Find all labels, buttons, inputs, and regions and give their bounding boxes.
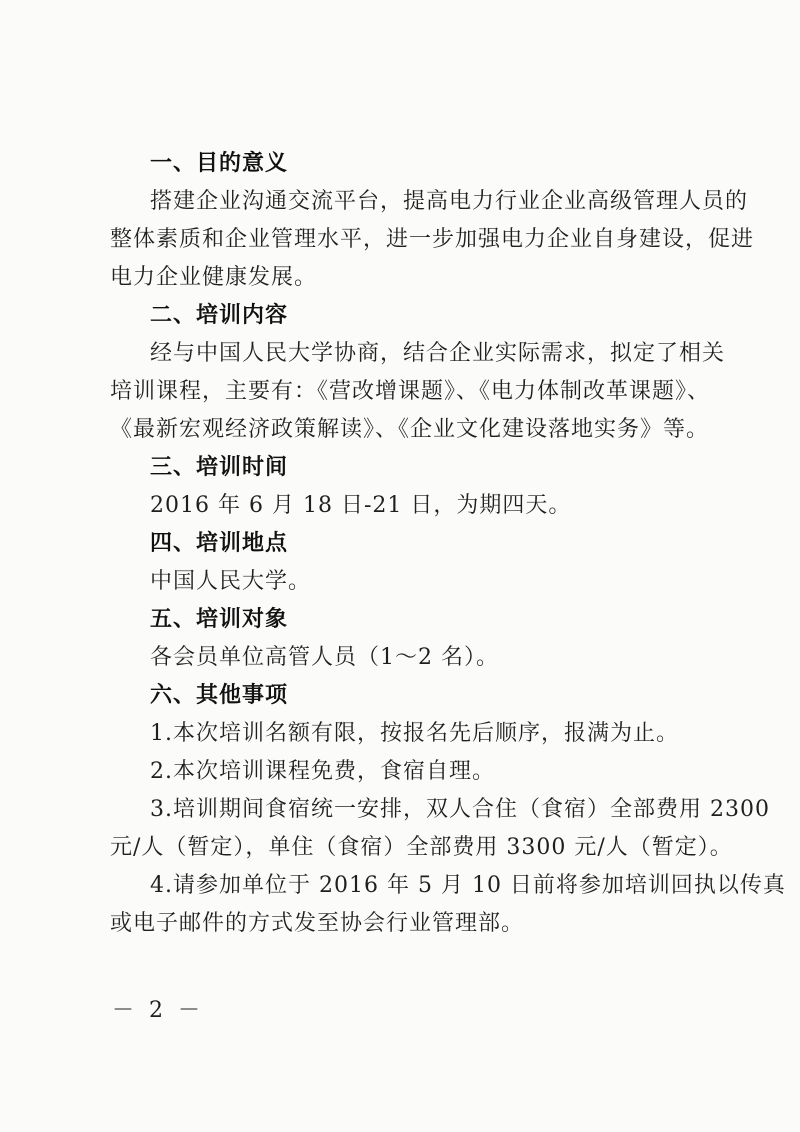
section-heading-content: 二、培训内容 xyxy=(150,303,289,328)
paragraph-line: 经与中国人民大学协商，结合企业实际需求，拟定了相关 xyxy=(150,341,726,366)
list-item: 3.培训期间食宿统一安排，双人合住（食宿）全部费用 2300 xyxy=(150,797,770,822)
paragraph-line: 电力企业健康发展。 xyxy=(110,265,318,290)
list-item-continuation: 元/人（暂定），单住（食宿）全部费用 3300 元/人（暂定）。 xyxy=(110,835,733,860)
document-body xyxy=(110,145,786,943)
paragraph-line: 《最新宏观经济政策解读》、《企业文化建设落地实务》等。 xyxy=(110,417,710,442)
list-item: 1.本次培训名额有限，按报名先后顺序，报满为止。 xyxy=(150,721,679,746)
section-heading-audience: 五、培训对象 xyxy=(150,607,289,632)
section-heading-other: 六、其他事项 xyxy=(150,683,289,708)
list-item-continuation: 或电子邮件的方式发至协会行业管理部。 xyxy=(110,911,525,936)
paragraph-line: 整体素质和企业管理水平，进一步加强电力企业自身建设，促进 xyxy=(110,227,755,252)
list-item: 4.请参加单位于 2016 年 5 月 10 日前将参加培训回执以传真 xyxy=(150,873,786,898)
section-heading-purpose: 一、目的意义 xyxy=(150,151,289,176)
paragraph-line: 各会员单位高管人员（1～2 名）。 xyxy=(150,645,499,670)
list-item: 2.本次培训课程免费，食宿自理。 xyxy=(150,759,495,784)
paragraph-line: 2016 年 6 月 18 日-21 日，为期四天。 xyxy=(150,493,572,518)
paragraph-line: 培训课程，主要有：《营改增课题》、《电力体制改革课题》、 xyxy=(110,379,711,404)
paragraph-line: 搭建企业沟通交流平台，提高电力行业企业高级管理人员的 xyxy=(150,189,749,214)
section-heading-location: 四、培训地点 xyxy=(150,531,289,556)
page-number: － 2 － xyxy=(112,998,204,1023)
paragraph-line: 中国人民大学。 xyxy=(150,569,312,594)
section-heading-time: 三、培训时间 xyxy=(150,455,289,480)
